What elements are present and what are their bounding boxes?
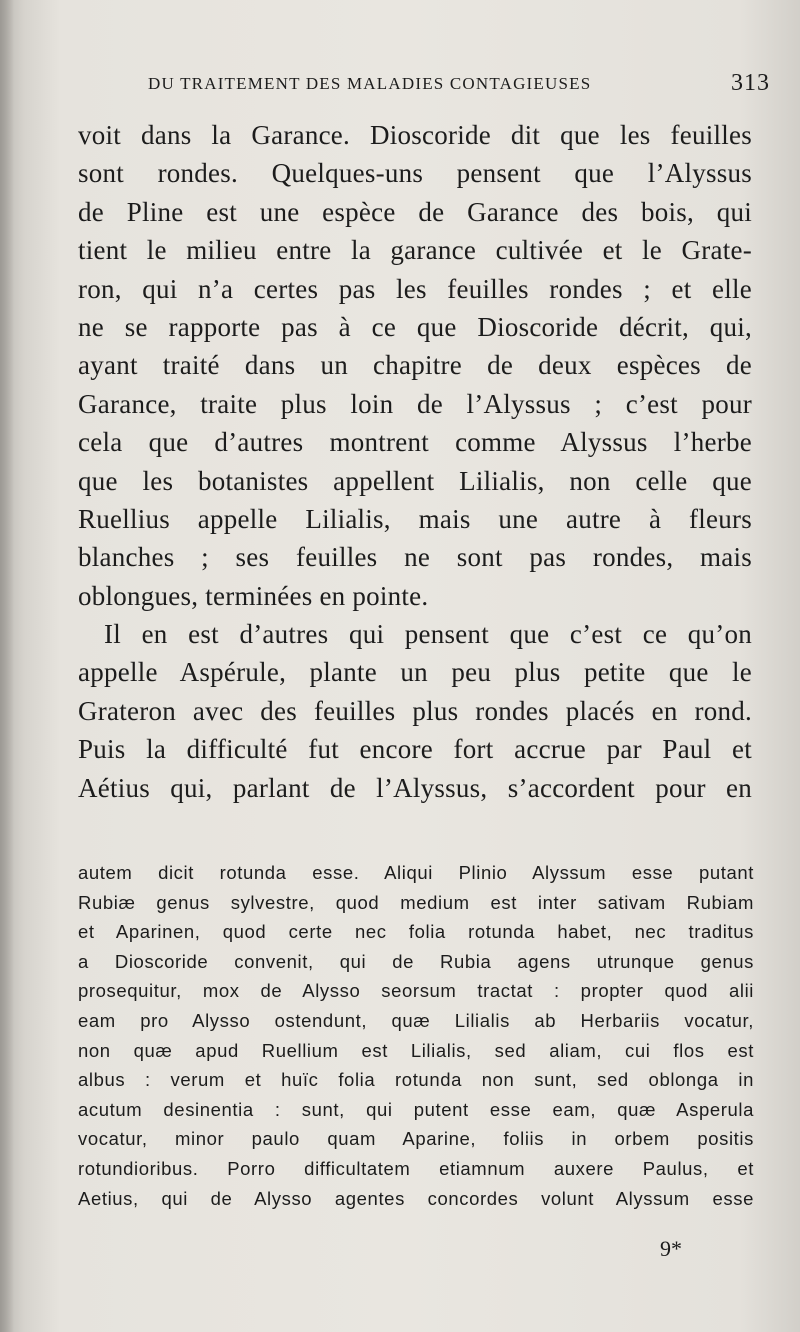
text-line: Il en est d’autres qui pensent que c’est ce qu’on bbox=[104, 619, 752, 650]
footnote bbox=[78, 858, 754, 1213]
footnote-line: prosequitur, mox de Alysso seorsum tractat : propter quod alii bbox=[78, 980, 754, 1002]
page-number: 313 bbox=[731, 70, 770, 96]
text-line: Grateron avec des feuilles plus rondes placés en rond. bbox=[78, 695, 752, 726]
footnote-line: acutum desinentia : sunt, qui putent esse eam, quæ Asperula bbox=[78, 1098, 754, 1120]
page-gutter-shadow bbox=[0, 0, 14, 1332]
signature-mark: 9* bbox=[660, 1236, 682, 1261]
text-line: ne se rapporte pas à ce que Dioscoride décrit, qui, bbox=[78, 311, 752, 342]
footnote-line: a Dioscoride convenit, qui de Rubia agens utrunque genus bbox=[78, 950, 754, 972]
footnote-line: Rubiæ genus sylvestre, quod medium est inter sativam Rubiam bbox=[78, 891, 754, 913]
page-header bbox=[148, 72, 770, 102]
text-line: Garance, traite plus loin de l’Alyssus ; c’est pour bbox=[78, 388, 752, 419]
text-line: sont rondes. Quelques-uns pensent que l’Alyssus bbox=[78, 158, 752, 189]
footnote-line: Aetius, qui de Alysso agentes concordes volunt Alyssum esse bbox=[78, 1187, 754, 1209]
footnote-line: non quæ apud Ruellium est Lilialis, sed aliam, cui flos est bbox=[78, 1039, 754, 1061]
text-line: Puis la difficulté fut encore fort accrue par Paul et bbox=[78, 734, 752, 765]
text-line: de Pline est une espèce de Garance des bois, qui bbox=[78, 196, 752, 227]
footnote-line: et Aparinen, quod certe nec folia rotunda habet, nec traditus bbox=[78, 921, 754, 943]
text-line: ayant traité dans un chapitre de deux espèces de bbox=[78, 350, 752, 381]
footnote-line: rotundioribus. Porro difficultatem etiamnum auxere Paulus, et bbox=[78, 1157, 754, 1179]
footnote-line: autem dicit rotunda esse. Aliqui Plinio Alyssum esse putant bbox=[78, 862, 754, 883]
text-line: cela que d’autres montrent comme Alyssus l’herbe bbox=[78, 427, 752, 458]
footnote-line: eam pro Alysso ostendunt, quæ Lilialis ab Herbariis vocatur, bbox=[78, 1009, 754, 1031]
main-text bbox=[78, 116, 752, 807]
running-head: DU TRAITEMENT DES MALADIES CONTAGIEUSES bbox=[148, 74, 592, 93]
text-line: Ruellius appelle Lilialis, mais une autre à fleurs bbox=[78, 503, 752, 534]
text-line: voit dans la Garance. Dioscoride dit que les feuilles bbox=[78, 120, 752, 150]
text-line: appelle Aspérule, plante un peu plus petite que le bbox=[78, 657, 752, 688]
footnote-line: vocatur, minor paulo quam Aparine, foliis in orbem positis bbox=[78, 1128, 754, 1150]
text-line: tient le milieu entre la garance cultivée et le Grate- bbox=[78, 235, 752, 266]
text-line: blanches ; ses feuilles ne sont pas rondes, mais bbox=[78, 542, 752, 573]
footnote-line: albus : verum et huïc folia rotunda non sunt, sed oblonga in bbox=[78, 1069, 754, 1091]
text-line: Aétius qui, parlant de l’Alyssus, s’accordent pour en bbox=[78, 772, 752, 803]
text-line: ron, qui n’a certes pas les feuilles rondes ; et elle bbox=[78, 273, 752, 304]
text-line: que les botanistes appellent Lilialis, non celle que bbox=[78, 465, 752, 496]
text-line: oblongues, terminées en pointe. bbox=[78, 580, 429, 611]
